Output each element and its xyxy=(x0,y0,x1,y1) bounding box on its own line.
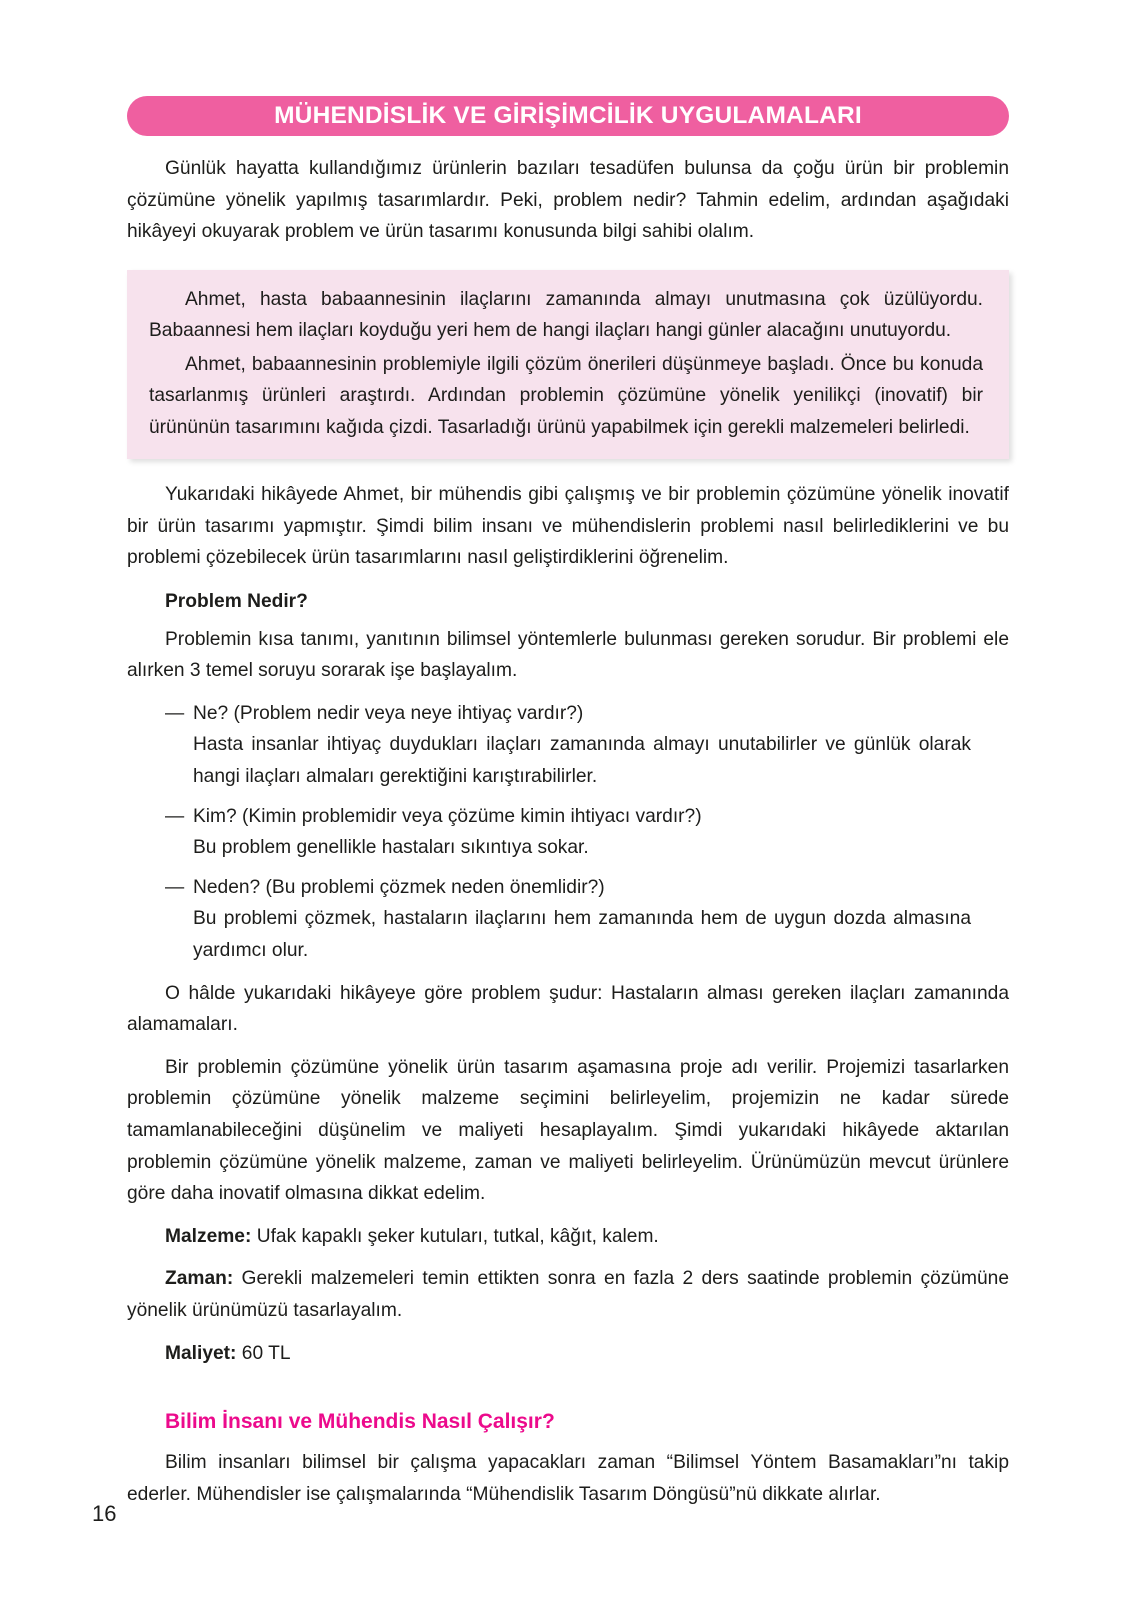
section-banner xyxy=(127,96,1009,136)
story-paragraph-1: Ahmet, hasta babaannesinin ilaçlarını zamanında almayı unutmasına çok üzülüyordu. Babaannesi hem ilaçları koyduğu yeri hem de hangi ilaçları hangi günler alacağını unutuyordu. xyxy=(149,288,983,342)
dash-marker-icon: — xyxy=(165,702,185,724)
story-highlight-box xyxy=(127,270,1009,460)
question-answer: Hasta insanlar ihtiyaç duydukları ilaçları zamanında almayı unutabilirler ve günlük olarak hangi ilaçları almaları gerektiğini karıştırabilirler. xyxy=(193,734,971,788)
problem-definition-paragraph: Problemin kısa tanımı, yanıtının bilimsel yöntemlerle bulunması gereken sorudur. Bir problemi ele alırken 3 temel soruyu sorarak işe başlayalım. xyxy=(127,628,1009,682)
question-text: Ne? (Problem nedir veya neye ihtiyaç vardır?) xyxy=(193,702,584,724)
project-paragraph: Bir problemin çözümüne yönelik ürün tasarım aşamasına proje adı verilir. Projemizi tasarlarken problemin çözümüne yönelik malzeme seçimini belirleyelim, projemizin ne kadar sürede tamamlanabileceğini düşünelim ve maliyeti hesaplayalım. Şimdi yukarıdaki hikâyede aktarılan problemin çözümüne yönelik malzeme, zaman ve maliyeti belirleyelim. Ürünümüzün mevcut ürünlere göre daha inovatif olmasına dikkat edelim. xyxy=(127,1056,1009,1205)
project-item-zaman xyxy=(127,1263,1009,1326)
question-answer: Bu problemi çözmek, hastaların ilaçlarını hem zamanında hem de uygun dozda almasına yardımcı olur. xyxy=(193,908,971,961)
list-item xyxy=(127,698,1009,793)
scientist-section-heading: Bilim İnsanı ve Mühendis Nasıl Çalışır? xyxy=(165,1410,555,1434)
question-text: Neden? (Bu problemi çözmek neden önemlidir?) xyxy=(193,876,605,898)
problem-heading: Problem Nedir? xyxy=(165,591,308,613)
project-item-malzeme xyxy=(127,1221,1009,1253)
question-answer: Bu problem genellikle hastaları sıkıntıya sokar. xyxy=(193,837,589,859)
question-row xyxy=(165,801,1009,833)
section-banner-title: MÜHENDİSLİK VE GİRİŞİMCİLİK UYGULAMALARI xyxy=(274,101,862,129)
problem-conclusion-paragraph: O hâlde yukarıdaki hikâyeye göre problem şudur: Hastaların alması gereken ilaçları zamanında alamamaları. xyxy=(127,982,1009,1036)
page-content xyxy=(127,96,1009,1510)
project-item-label: Malzeme: xyxy=(165,1225,252,1247)
project-item-value: Gerekli malzemeleri temin ettikten sonra en fazla 2 ders saatinde problemin çözümüne yönelik ürünümüzü tasarlayalım. xyxy=(127,1268,1010,1321)
project-item-value: 60 TL xyxy=(241,1342,291,1364)
question-text: Kim? (Kimin problemidir veya çözüme kimin ihtiyacı vardır?) xyxy=(193,805,702,827)
list-item xyxy=(127,801,1009,864)
story-paragraph-2: Ahmet, babaannesinin problemiyle ilgili çözüm önerileri düşünmeye başladı. Önce bu konuda tasarlanmış ürünleri araştırdı. Ardından problemin çözümüne yönelik yenilikçi (inovatif) bir ürününün tasarımını kağıda çizdi. Tasarladığı ürünü yapabilmek için gerekli malzemeleri belirledi. xyxy=(149,353,983,438)
intro-paragraph: Günlük hayatta kullandığımız ürünlerin bazıları tesadüfen bulunsa da çoğu ürün bir problemin çözümüne yönelik yapılmış tasarımlardır. Peki, problem nedir? Tahmin edelim, ardından aşağıdaki hikâyeyi okuyarak problem ve ürün tasarımı konusunda bilgi sahibi olalım. xyxy=(127,158,1009,243)
dash-marker-icon: — xyxy=(165,876,185,898)
list-item xyxy=(127,872,1009,967)
after-story-paragraph: Yukarıdaki hikâyede Ahmet, bir mühendis gibi çalışmış ve bir problemin çözümüne yönelik inovatif bir ürün tasarımı yapmıştır. Şimdi bilim insanı ve mühendislerin problemi nasıl belirlediklerini ve bu problemi çözebilecek ürün tasarımlarını nasıl geliştirdiklerini öğrenelim. xyxy=(127,484,1009,569)
page-number: 16 xyxy=(92,1501,117,1526)
question-row xyxy=(165,698,1009,730)
project-item-label: Zaman: xyxy=(165,1268,234,1290)
problem-question-list xyxy=(127,698,1009,967)
dash-marker-icon: — xyxy=(165,805,185,827)
question-row xyxy=(165,872,1009,904)
project-item-maliyet xyxy=(127,1338,1009,1370)
project-item-value: Ufak kapaklı şeker kutuları, tutkal, kâğıt, kalem. xyxy=(256,1225,659,1247)
scientist-section-paragraph: Bilim insanları bilimsel bir çalışma yapacakları zaman “Bilimsel Yöntem Basamakları”nı takip ederler. Mühendisler ise çalışmalarında “Mühendislik Tasarım Döngüsü”nü dikkate alırlar. xyxy=(127,1452,1009,1505)
project-item-label: Maliyet: xyxy=(165,1342,237,1364)
